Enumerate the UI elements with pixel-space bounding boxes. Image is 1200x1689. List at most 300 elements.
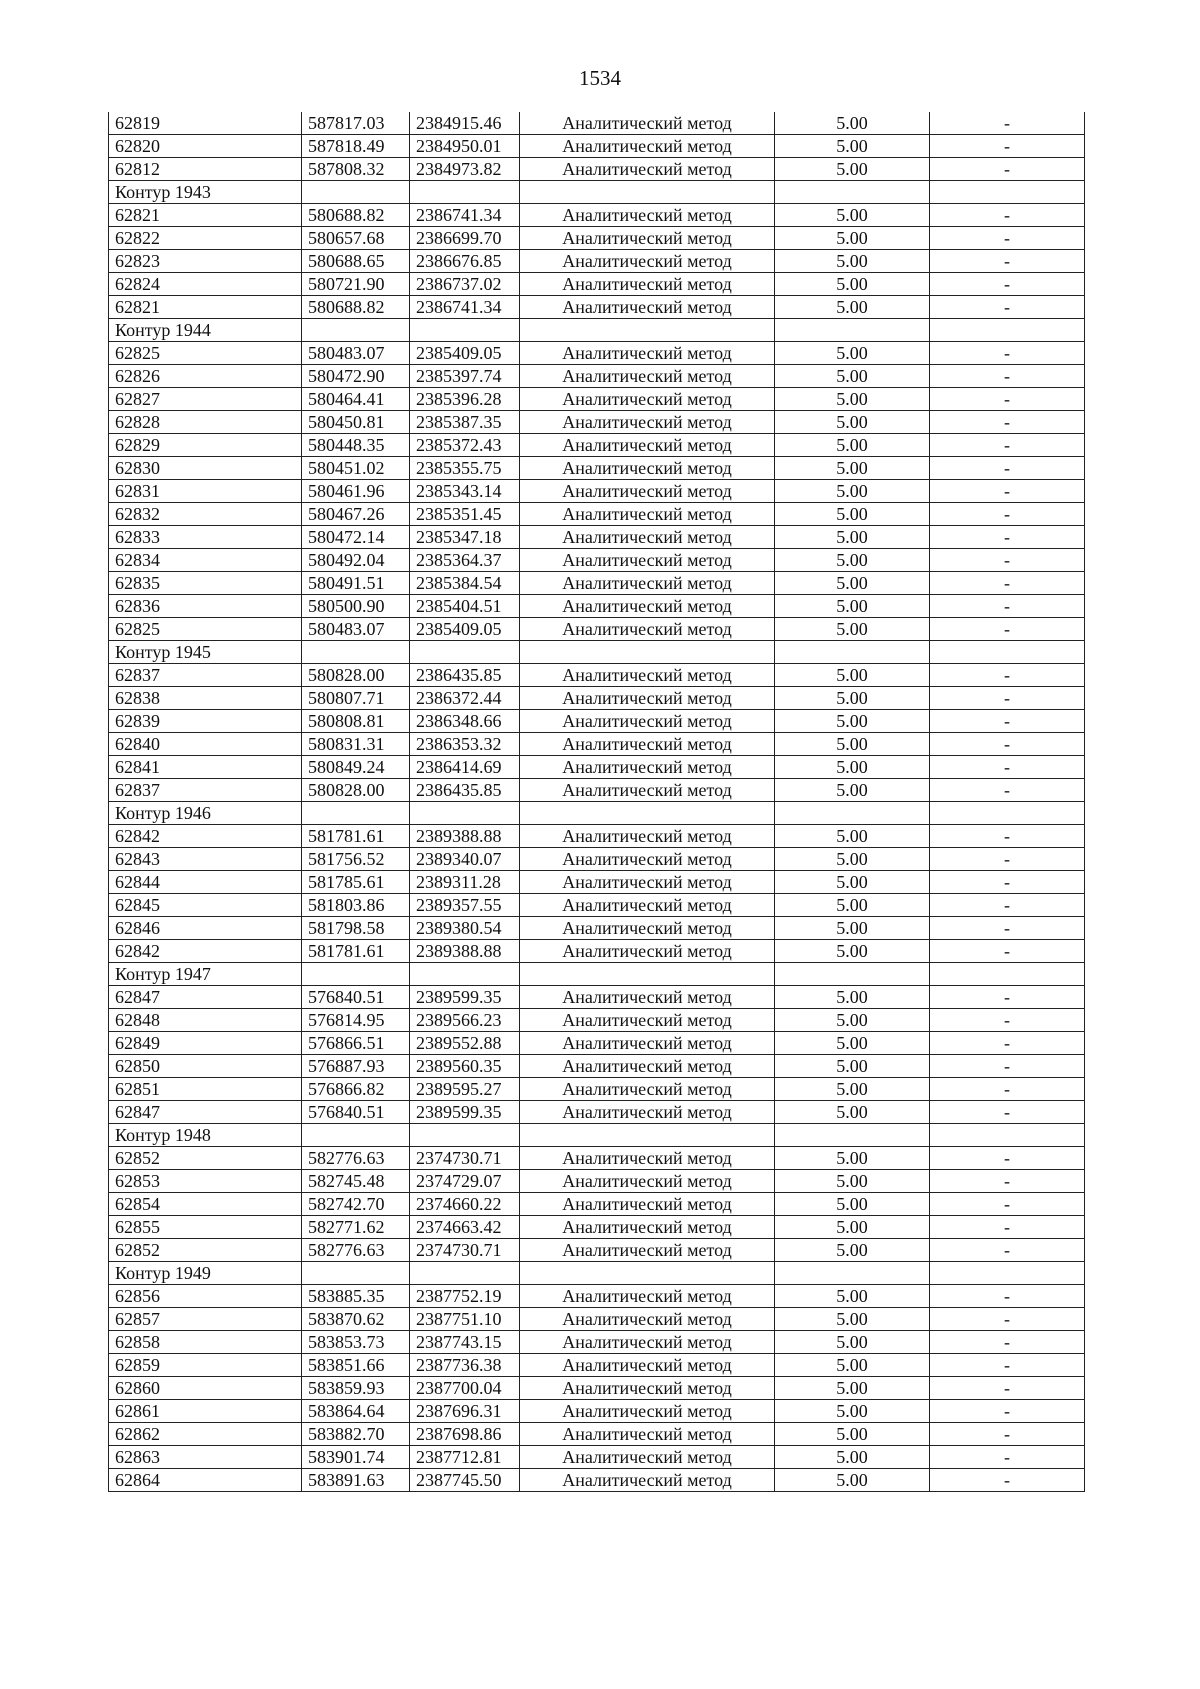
point-id: 62842	[109, 825, 302, 848]
contour-label: Контур 1946	[109, 802, 302, 825]
table-row	[109, 1377, 1085, 1400]
y-coordinate: 2389357.55	[410, 894, 520, 917]
table-row	[109, 227, 1085, 250]
point-id: 62845	[109, 894, 302, 917]
point-id: 62835	[109, 572, 302, 595]
y-coordinate: 2374660.22	[410, 1193, 520, 1216]
point-id: 62858	[109, 1331, 302, 1354]
y-coordinate: 2389311.28	[410, 871, 520, 894]
empty-cell	[410, 319, 520, 342]
dash-cell: -	[930, 1469, 1085, 1492]
x-coordinate: 580688.65	[302, 250, 410, 273]
y-coordinate: 2385364.37	[410, 549, 520, 572]
point-id: 62832	[109, 503, 302, 526]
x-coordinate: 583859.93	[302, 1377, 410, 1400]
method-cell: Аналитический метод	[520, 112, 775, 135]
dash-cell: -	[930, 1239, 1085, 1262]
method-cell: Аналитический метод	[520, 457, 775, 480]
method-cell: Аналитический метод	[520, 227, 775, 250]
method-cell: Аналитический метод	[520, 411, 775, 434]
point-id: 62841	[109, 756, 302, 779]
error-cell: 5.00	[775, 135, 930, 158]
error-cell: 5.00	[775, 572, 930, 595]
dash-cell: -	[930, 871, 1085, 894]
dash-cell: -	[930, 158, 1085, 181]
dash-cell: -	[930, 112, 1085, 135]
point-id: 62864	[109, 1469, 302, 1492]
dash-cell: -	[930, 572, 1085, 595]
point-id: 62838	[109, 687, 302, 710]
x-coordinate: 580451.02	[302, 457, 410, 480]
x-coordinate: 582776.63	[302, 1147, 410, 1170]
y-coordinate: 2385409.05	[410, 342, 520, 365]
y-coordinate: 2389595.27	[410, 1078, 520, 1101]
error-cell: 5.00	[775, 1400, 930, 1423]
dash-cell: -	[930, 342, 1085, 365]
y-coordinate: 2385355.75	[410, 457, 520, 480]
dash-cell: -	[930, 204, 1085, 227]
method-cell: Аналитический метод	[520, 825, 775, 848]
point-id: 62825	[109, 342, 302, 365]
empty-cell	[930, 1124, 1085, 1147]
method-cell: Аналитический метод	[520, 1239, 775, 1262]
x-coordinate: 581785.61	[302, 871, 410, 894]
empty-cell	[520, 319, 775, 342]
empty-cell	[775, 963, 930, 986]
error-cell: 5.00	[775, 825, 930, 848]
contour-header-row	[109, 181, 1085, 204]
table-row	[109, 664, 1085, 687]
method-cell: Аналитический метод	[520, 1285, 775, 1308]
dash-cell: -	[930, 1331, 1085, 1354]
error-cell: 5.00	[775, 618, 930, 641]
point-id: 62829	[109, 434, 302, 457]
y-coordinate: 2389388.88	[410, 825, 520, 848]
empty-cell	[520, 1262, 775, 1285]
method-cell: Аналитический метод	[520, 1101, 775, 1124]
point-id: 62857	[109, 1308, 302, 1331]
error-cell: 5.00	[775, 710, 930, 733]
x-coordinate: 576840.51	[302, 986, 410, 1009]
error-cell: 5.00	[775, 940, 930, 963]
error-cell: 5.00	[775, 1078, 930, 1101]
error-cell: 5.00	[775, 779, 930, 802]
contour-header-row	[109, 802, 1085, 825]
x-coordinate: 580492.04	[302, 549, 410, 572]
x-coordinate: 576866.51	[302, 1032, 410, 1055]
y-coordinate: 2387712.81	[410, 1446, 520, 1469]
dash-cell: -	[930, 388, 1085, 411]
method-cell: Аналитический метод	[520, 1216, 775, 1239]
method-cell: Аналитический метод	[520, 917, 775, 940]
y-coordinate: 2387698.86	[410, 1423, 520, 1446]
dash-cell: -	[930, 1147, 1085, 1170]
x-coordinate: 580828.00	[302, 779, 410, 802]
x-coordinate: 581756.52	[302, 848, 410, 871]
x-coordinate: 582745.48	[302, 1170, 410, 1193]
point-id: 62856	[109, 1285, 302, 1308]
error-cell: 5.00	[775, 1170, 930, 1193]
table-row	[109, 1308, 1085, 1331]
dash-cell: -	[930, 1009, 1085, 1032]
x-coordinate: 581803.86	[302, 894, 410, 917]
contour-label: Контур 1948	[109, 1124, 302, 1147]
error-cell: 5.00	[775, 1032, 930, 1055]
point-id: 62846	[109, 917, 302, 940]
x-coordinate: 580472.90	[302, 365, 410, 388]
x-coordinate: 580721.90	[302, 273, 410, 296]
error-cell: 5.00	[775, 1308, 930, 1331]
dash-cell: -	[930, 917, 1085, 940]
x-coordinate: 580467.26	[302, 503, 410, 526]
table-row	[109, 411, 1085, 434]
table-row	[109, 733, 1085, 756]
empty-cell	[410, 1124, 520, 1147]
table-row	[109, 710, 1085, 733]
point-id: 62820	[109, 135, 302, 158]
table-row	[109, 1078, 1085, 1101]
x-coordinate: 583901.74	[302, 1446, 410, 1469]
empty-cell	[410, 181, 520, 204]
point-id: 62830	[109, 457, 302, 480]
y-coordinate: 2385351.45	[410, 503, 520, 526]
empty-cell	[410, 802, 520, 825]
point-id: 62828	[109, 411, 302, 434]
empty-cell	[410, 963, 520, 986]
empty-cell	[302, 1124, 410, 1147]
error-cell: 5.00	[775, 664, 930, 687]
dash-cell: -	[930, 1216, 1085, 1239]
empty-cell	[302, 802, 410, 825]
y-coordinate: 2374729.07	[410, 1170, 520, 1193]
empty-cell	[302, 963, 410, 986]
error-cell: 5.00	[775, 756, 930, 779]
x-coordinate: 576814.95	[302, 1009, 410, 1032]
point-id: 62844	[109, 871, 302, 894]
method-cell: Аналитический метод	[520, 848, 775, 871]
y-coordinate: 2387743.15	[410, 1331, 520, 1354]
y-coordinate: 2374663.42	[410, 1216, 520, 1239]
method-cell: Аналитический метод	[520, 1147, 775, 1170]
y-coordinate: 2387751.10	[410, 1308, 520, 1331]
dash-cell: -	[930, 1055, 1085, 1078]
x-coordinate: 580849.24	[302, 756, 410, 779]
dash-cell: -	[930, 411, 1085, 434]
y-coordinate: 2387700.04	[410, 1377, 520, 1400]
x-coordinate: 583891.63	[302, 1469, 410, 1492]
method-cell: Аналитический метод	[520, 687, 775, 710]
method-cell: Аналитический метод	[520, 986, 775, 1009]
method-cell: Аналитический метод	[520, 664, 775, 687]
x-coordinate: 587808.32	[302, 158, 410, 181]
error-cell: 5.00	[775, 733, 930, 756]
x-coordinate: 580828.00	[302, 664, 410, 687]
x-coordinate: 576866.82	[302, 1078, 410, 1101]
x-coordinate: 580831.31	[302, 733, 410, 756]
y-coordinate: 2386741.34	[410, 296, 520, 319]
method-cell: Аналитический метод	[520, 158, 775, 181]
dash-cell: -	[930, 227, 1085, 250]
error-cell: 5.00	[775, 342, 930, 365]
point-id: 62831	[109, 480, 302, 503]
table-row	[109, 1216, 1085, 1239]
x-coordinate: 580500.90	[302, 595, 410, 618]
error-cell: 5.00	[775, 595, 930, 618]
error-cell: 5.00	[775, 388, 930, 411]
table-row	[109, 342, 1085, 365]
dash-cell: -	[930, 1101, 1085, 1124]
method-cell: Аналитический метод	[520, 388, 775, 411]
empty-cell	[302, 181, 410, 204]
dash-cell: -	[930, 434, 1085, 457]
y-coordinate: 2386372.44	[410, 687, 520, 710]
y-coordinate: 2385384.54	[410, 572, 520, 595]
empty-cell	[520, 1124, 775, 1147]
dash-cell: -	[930, 526, 1085, 549]
empty-cell	[410, 641, 520, 664]
table-row	[109, 1009, 1085, 1032]
table-row	[109, 894, 1085, 917]
dash-cell: -	[930, 848, 1085, 871]
x-coordinate: 580688.82	[302, 204, 410, 227]
error-cell: 5.00	[775, 1423, 930, 1446]
table-row	[109, 779, 1085, 802]
table-row	[109, 135, 1085, 158]
method-cell: Аналитический метод	[520, 273, 775, 296]
empty-cell	[930, 802, 1085, 825]
empty-cell	[775, 641, 930, 664]
table-row	[109, 595, 1085, 618]
point-id: 62843	[109, 848, 302, 871]
dash-cell: -	[930, 1193, 1085, 1216]
table-row	[109, 434, 1085, 457]
contour-label: Контур 1944	[109, 319, 302, 342]
x-coordinate: 580483.07	[302, 618, 410, 641]
method-cell: Аналитический метод	[520, 1170, 775, 1193]
error-cell: 5.00	[775, 1285, 930, 1308]
dash-cell: -	[930, 1400, 1085, 1423]
point-id: 62850	[109, 1055, 302, 1078]
table-row	[109, 1446, 1085, 1469]
dash-cell: -	[930, 1354, 1085, 1377]
table-row	[109, 388, 1085, 411]
empty-cell	[930, 963, 1085, 986]
dash-cell: -	[930, 549, 1085, 572]
contour-header-row	[109, 319, 1085, 342]
error-cell: 5.00	[775, 1239, 930, 1262]
error-cell: 5.00	[775, 986, 930, 1009]
x-coordinate: 580688.82	[302, 296, 410, 319]
error-cell: 5.00	[775, 296, 930, 319]
table-row	[109, 158, 1085, 181]
error-cell: 5.00	[775, 434, 930, 457]
method-cell: Аналитический метод	[520, 434, 775, 457]
method-cell: Аналитический метод	[520, 1009, 775, 1032]
dash-cell: -	[930, 1078, 1085, 1101]
point-id: 62822	[109, 227, 302, 250]
table-row	[109, 848, 1085, 871]
table-row	[109, 871, 1085, 894]
error-cell: 5.00	[775, 1354, 930, 1377]
y-coordinate: 2386435.85	[410, 664, 520, 687]
table-row	[109, 1285, 1085, 1308]
point-id: 62839	[109, 710, 302, 733]
error-cell: 5.00	[775, 1193, 930, 1216]
error-cell: 5.00	[775, 411, 930, 434]
empty-cell	[930, 641, 1085, 664]
table-row	[109, 296, 1085, 319]
dash-cell: -	[930, 710, 1085, 733]
dash-cell: -	[930, 135, 1085, 158]
y-coordinate: 2385343.14	[410, 480, 520, 503]
x-coordinate: 580461.96	[302, 480, 410, 503]
empty-cell	[775, 319, 930, 342]
error-cell: 5.00	[775, 1101, 930, 1124]
empty-cell	[520, 641, 775, 664]
error-cell: 5.00	[775, 848, 930, 871]
y-coordinate: 2389388.88	[410, 940, 520, 963]
table-row	[109, 503, 1085, 526]
y-coordinate: 2385404.51	[410, 595, 520, 618]
error-cell: 5.00	[775, 112, 930, 135]
empty-cell	[930, 181, 1085, 204]
x-coordinate: 582776.63	[302, 1239, 410, 1262]
point-id: 62852	[109, 1147, 302, 1170]
x-coordinate: 583853.73	[302, 1331, 410, 1354]
table-row	[109, 825, 1085, 848]
table-row	[109, 1170, 1085, 1193]
x-coordinate: 576887.93	[302, 1055, 410, 1078]
y-coordinate: 2386435.85	[410, 779, 520, 802]
y-coordinate: 2386741.34	[410, 204, 520, 227]
table-row	[109, 618, 1085, 641]
table-row	[109, 1239, 1085, 1262]
dash-cell: -	[930, 1377, 1085, 1400]
y-coordinate: 2389340.07	[410, 848, 520, 871]
method-cell: Аналитический метод	[520, 296, 775, 319]
empty-cell	[410, 1262, 520, 1285]
dash-cell: -	[930, 940, 1085, 963]
point-id: 62863	[109, 1446, 302, 1469]
point-id: 62855	[109, 1216, 302, 1239]
table-row	[109, 480, 1085, 503]
table-row	[109, 756, 1085, 779]
error-cell: 5.00	[775, 917, 930, 940]
table-row	[109, 1469, 1085, 1492]
empty-cell	[520, 802, 775, 825]
error-cell: 5.00	[775, 503, 930, 526]
dash-cell: -	[930, 687, 1085, 710]
method-cell: Аналитический метод	[520, 1078, 775, 1101]
error-cell: 5.00	[775, 1147, 930, 1170]
method-cell: Аналитический метод	[520, 1354, 775, 1377]
point-id: 62853	[109, 1170, 302, 1193]
empty-cell	[302, 319, 410, 342]
y-coordinate: 2386699.70	[410, 227, 520, 250]
dash-cell: -	[930, 756, 1085, 779]
x-coordinate: 587818.49	[302, 135, 410, 158]
method-cell: Аналитический метод	[520, 940, 775, 963]
contour-label: Контур 1947	[109, 963, 302, 986]
x-coordinate: 581781.61	[302, 825, 410, 848]
table-row	[109, 457, 1085, 480]
y-coordinate: 2385397.74	[410, 365, 520, 388]
contour-label: Контур 1943	[109, 181, 302, 204]
error-cell: 5.00	[775, 1055, 930, 1078]
table-row	[109, 1032, 1085, 1055]
y-coordinate: 2386348.66	[410, 710, 520, 733]
error-cell: 5.00	[775, 1446, 930, 1469]
empty-cell	[520, 181, 775, 204]
dash-cell: -	[930, 779, 1085, 802]
point-id: 62847	[109, 1101, 302, 1124]
point-id: 62812	[109, 158, 302, 181]
table-row	[109, 526, 1085, 549]
method-cell: Аналитический метод	[520, 135, 775, 158]
table-row	[109, 204, 1085, 227]
y-coordinate: 2389380.54	[410, 917, 520, 940]
table-row	[109, 365, 1085, 388]
table-row	[109, 986, 1085, 1009]
method-cell: Аналитический метод	[520, 1331, 775, 1354]
contour-label: Контур 1949	[109, 1262, 302, 1285]
dash-cell: -	[930, 503, 1085, 526]
method-cell: Аналитический метод	[520, 365, 775, 388]
table-row	[109, 1101, 1085, 1124]
point-id: 62819	[109, 112, 302, 135]
dash-cell: -	[930, 1308, 1085, 1331]
dash-cell: -	[930, 825, 1085, 848]
y-coordinate: 2389552.88	[410, 1032, 520, 1055]
error-cell: 5.00	[775, 204, 930, 227]
method-cell: Аналитический метод	[520, 756, 775, 779]
point-id: 62827	[109, 388, 302, 411]
x-coordinate: 587817.03	[302, 112, 410, 135]
contour-label: Контур 1945	[109, 641, 302, 664]
point-id: 62821	[109, 296, 302, 319]
method-cell: Аналитический метод	[520, 595, 775, 618]
point-id: 62825	[109, 618, 302, 641]
point-id: 62840	[109, 733, 302, 756]
error-cell: 5.00	[775, 687, 930, 710]
dash-cell: -	[930, 664, 1085, 687]
y-coordinate: 2389599.35	[410, 986, 520, 1009]
point-id: 62826	[109, 365, 302, 388]
point-id: 62852	[109, 1239, 302, 1262]
y-coordinate: 2386353.32	[410, 733, 520, 756]
method-cell: Аналитический метод	[520, 480, 775, 503]
dash-cell: -	[930, 1032, 1085, 1055]
x-coordinate: 581798.58	[302, 917, 410, 940]
method-cell: Аналитический метод	[520, 1377, 775, 1400]
dash-cell: -	[930, 986, 1085, 1009]
table-row	[109, 917, 1085, 940]
empty-cell	[775, 1124, 930, 1147]
table-row	[109, 1400, 1085, 1423]
coordinates-table-body	[109, 112, 1085, 1492]
method-cell: Аналитический метод	[520, 204, 775, 227]
dash-cell: -	[930, 1423, 1085, 1446]
x-coordinate: 580448.35	[302, 434, 410, 457]
y-coordinate: 2387745.50	[410, 1469, 520, 1492]
table-row	[109, 1331, 1085, 1354]
method-cell: Аналитический метод	[520, 733, 775, 756]
x-coordinate: 576840.51	[302, 1101, 410, 1124]
page-number: 1534	[579, 66, 621, 90]
error-cell: 5.00	[775, 457, 930, 480]
method-cell: Аналитический метод	[520, 1446, 775, 1469]
method-cell: Аналитический метод	[520, 1400, 775, 1423]
